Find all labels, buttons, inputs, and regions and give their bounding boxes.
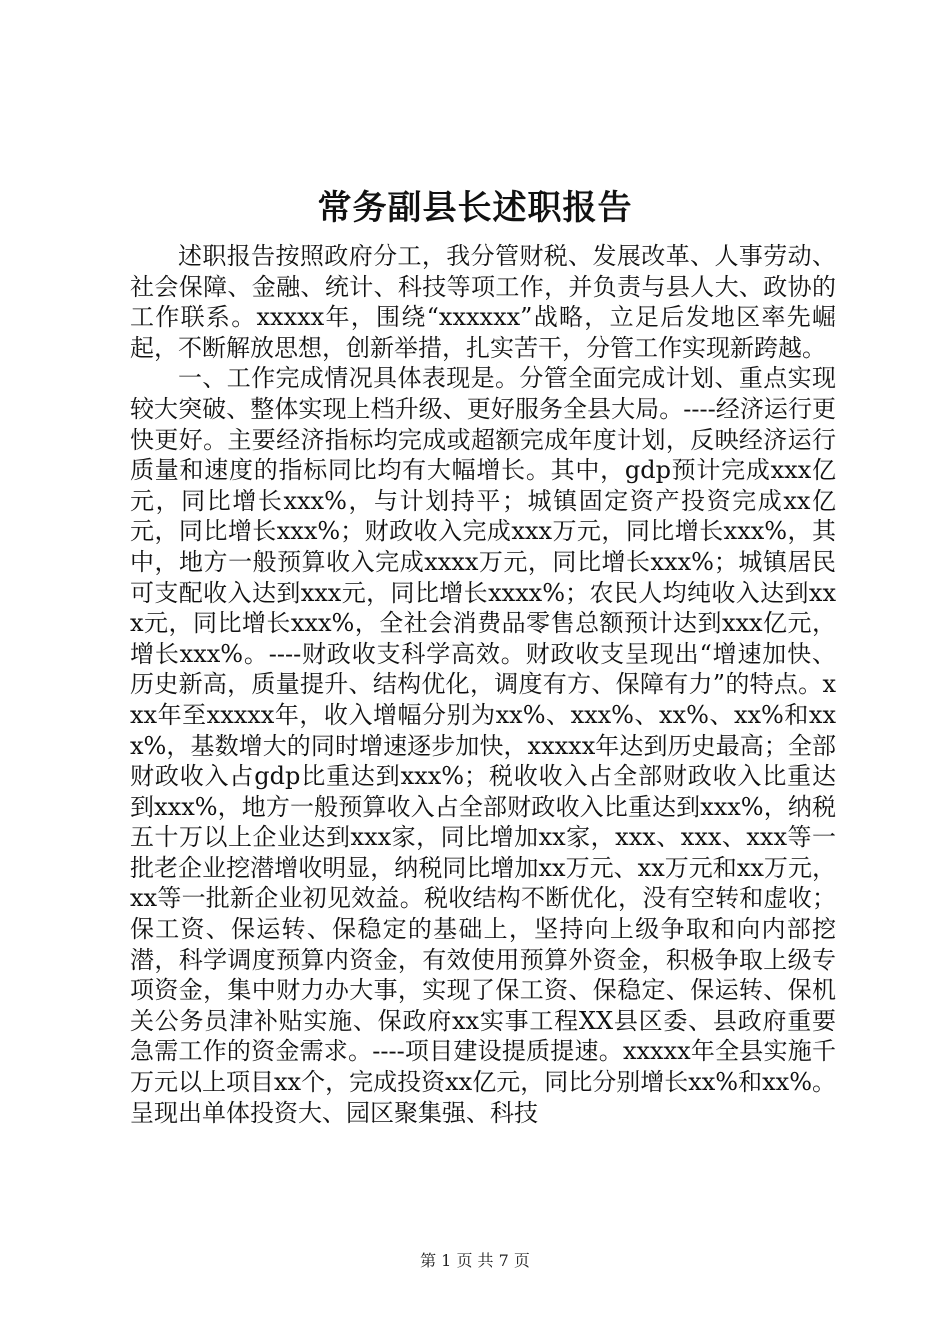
page-number: 第 1 页 共 7 页 [420, 1251, 530, 1270]
document-title: 常务副县长述职报告 [317, 188, 633, 228]
paragraph-intro: 述职报告按照政府分工，我分管财税、发展改革、人事劳动、社会保障、金融、统计、科技等项工作，并负责与县人大、政协的工作联系。xxxxx年，围绕“xxxxxx”战略，立足后发地区率先崛起，不断解放思想，创新举措，扎实苦干，分管工作实现新跨越。 [130, 242, 836, 362]
paragraph-section-one: 一、工作完成情况具体表现是。分管全面完成计划、重点实现较大突破、整体实现上档升级、更好服务全县大局。----经济运行更快更好。主要经济指标均完成或超额完成年度计划，反映经济运行质量和速度的指标同比均有大幅增长。其中，gdp预计完成xxx亿元，同比增长xxx%，与计划持平；城镇固定资产投资完成xx亿元，同比增长xxx%；财政收入完成xxx万元，同比增长xxx%，其中，地方一般预算收入完成xxxx万元，同比增长xxx%；城镇居民可支配收入达到xxx元，同比增长xxxx%；农民人均纯收入达到xxx元，同比增长xxx%，全社会消费品零售总额预计达到xxx亿元，增长xxx%。----财政收支科学高效。财政收支呈现出“增速加快、历史新高，质量提升、结构优化，调度有方、保障有力”的特点。xxx年至xxxxx年，收入增幅分别为xx%、xxx%、xx%、xx%和xxx%，基数增大的同时增速逐步加快，xxxxx年达到历史最高；全部财政收入占gdp比重达到xxx%；税收收入占全部财政收入比重达到xxx%，地方一般预算收入占全部财政收入比重达到xxx%，纳税五十万以上企业达到xxx家，同比增加xx家，xxx、xxx、xxx等一批老企业挖潜增收明显，纳税同比增加xx万元、xx万元和xx万元，xx等一批新企业初见效益。税收结构不断优化，没有空转和虚收；保工资、保运转、保稳定的基础上，坚持向上级争取和向内部挖潜，科学调度预算内资金，有效使用预算外资金，积极争取上级专项资金，集中财力办大事，实现了保工资、保稳定、保运转、保机关公务员津补贴实施、保政府xx实事工程XX县区委、县政府重要急需工作的资金需求。----项目建设提质提速。xxxxx年全县实施千万元以上项目xx个，完成投资xx亿元，同比分别增长xx%和xx%。呈现出单体投资大、园区聚集强、科技 [130, 364, 836, 1127]
document-body [130, 241, 836, 1128]
